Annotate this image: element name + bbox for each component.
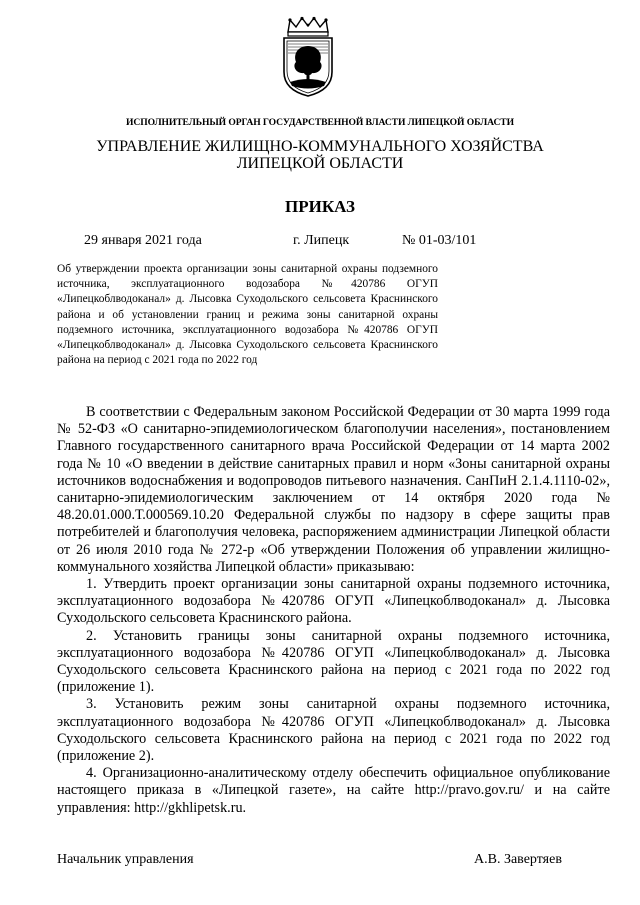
organization-name-line1: УПРАВЛЕНИЕ ЖИЛИЩНО-КОММУНАЛЬНОГО ХОЗЯЙСТВА: [96, 138, 544, 155]
order-item-2: 2. Установить границы зоны санитарной охраны подземного источника, эксплуатационного водозабора №420786 ОГУП «Липецкоблводоканал» д. Лысовка Суходольского сельсовета Краснинского района на период с 2021 года по 2022 год (приложение 1).: [57, 627, 610, 696]
order-preamble: В соответствии с Федеральным законом Российской Федерации от 30 марта 1999 года № 52-ФЗ «О санитарно-эпидемиологическом благополучии населения», постановлением Главного государственного санитарного врача Российской Федерации от 14 марта 2002 года № 10 «О введении в действие санитарных правил и норм «Зоны санитарной охраны источников водоснабжения и водопроводов питьевого назначения. СанПиН 2.1.4.1110-02», санитарно-эпидемиологическим заключением от 14 октября 2020 года № 48.20.01.000.Т.000569.10.20 Федеральной службы по надзору в сфере защиты прав потребителей и благополучия человека, распоряжением администрации Липецкой области от 26 июля 2010 года № 272-р «Об утверждении Положения об управлении жилищно-коммунального хозяйства Липецкой области» приказываю:: [57, 404, 610, 575]
order-item-1: 1. Утвердить проект организации зоны санитарной охраны подземного источника, эксплуатационного водозабора №420786 ОГУП «Липецкоблводоканал» д. Лысовка Суходольского сельсовета Краснинского района.: [57, 576, 610, 627]
order-item-4: 4. Организационно-аналитическому отделу обеспечить официальное опубликование настоящего приказа в «Липецкой газете», на сайте http://pravo.gov.ru/ и на сайте управления: http://gkhlipetsk.ru.: [57, 765, 610, 816]
order-number: № 01-03/101: [402, 233, 477, 248]
signatory-name: А.В. Завертяев: [474, 852, 562, 867]
authority-line: ИСПОЛНИТЕЛЬНЫЙ ОРГАН ГОСУДАРСТВЕННОЙ ВЛАСТИ ЛИПЕЦКОЙ ОБЛАСТИ: [126, 117, 514, 128]
order-city: г. Липецк: [293, 233, 350, 248]
document-type-title: ПРИКАЗ: [285, 197, 355, 216]
order-date: 29 января 2021 года: [84, 233, 202, 248]
organization-name-line2: ЛИПЕЦКОЙ ОБЛАСТИ: [236, 155, 404, 172]
organization-name: [0, 138, 640, 172]
order-body: [57, 404, 610, 817]
order-item-3: 3. Установить режим зоны санитарной охраны подземного источника, эксплуатационного водозабора №420786 ОГУП «Липецкоблводоканал» д. Лысовка Суходольского сельсовета Краснинского района на период с 2021 года по 2022 год (приложение 2).: [57, 696, 610, 765]
order-subject: Об утверждении проекта организации зоны санитарной охраны подземного источника, эксплуатационного водозабора №420786 ОГУП «Липецкоблводоканал» д. Лысовка Суходольского сельсовета Краснинского района и об установлении границ и режима зоны санитарной охраны подземного источника, эксплуатационного водозабора №420786 ОГУП «Липецкоблводоканал» д. Лысовка Суходольского сельсовета Краснинского района на период с 2021 года по 2022 год: [57, 263, 438, 367]
coat-of-arms-icon: [278, 16, 338, 98]
signatory-position: Начальник управления: [57, 852, 194, 867]
